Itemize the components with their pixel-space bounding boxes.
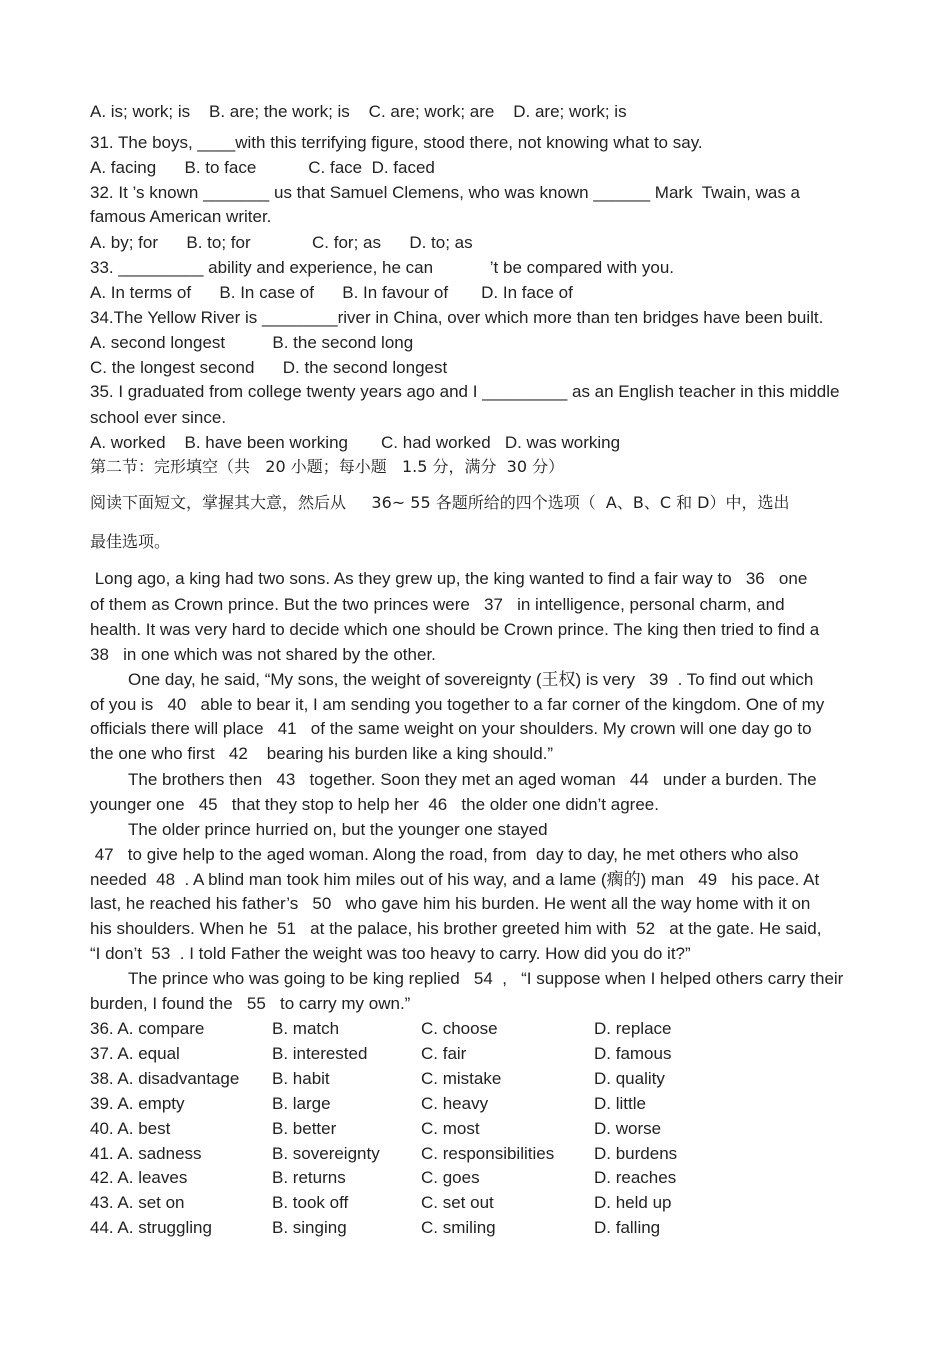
option-question-a: 39. A. empty (90, 1094, 185, 1113)
option-choice: D. reaches (594, 1168, 677, 1187)
option-question-a: 38. A. disadvantage (90, 1069, 240, 1088)
option-choice: B. sovereignty (272, 1144, 380, 1163)
q34-options-cd: C. the longest second D. the second longest (90, 358, 448, 377)
option-choice: D. quality (594, 1069, 665, 1088)
passage-line: 38 in one which was not shared by the other. (90, 645, 436, 664)
passage-line: health. It was very hard to decide which one should be Crown prince. The king then tried to find a (90, 620, 820, 639)
q34-stem: 34.The Yellow River is ________river in China, over which more than ten bridges have been built. (90, 308, 824, 327)
option-choice: B. better (272, 1119, 337, 1138)
option-choice: B. match (272, 1019, 340, 1038)
passage-line: The prince who was going to be king replied 54 , “I suppose when I helped others carry their (128, 969, 844, 988)
option-question-a: 42. A. leaves (90, 1168, 188, 1187)
option-choice: C. fair (421, 1044, 467, 1063)
option-choice: B. took off (272, 1193, 349, 1212)
option-choice: C. set out (421, 1193, 494, 1212)
option-choice: D. replace (594, 1019, 672, 1038)
option-choice: B. returns (272, 1168, 346, 1187)
q32-stem-cont: famous American writer. (90, 207, 272, 226)
q32-options: A. by; for B. to; for C. for; as D. to; as (90, 233, 473, 252)
q35-options: A. worked B. have been working C. had worked D. was working (90, 433, 621, 452)
passage-line: 47 to give help to the aged woman. Along the road, from day to day, he met others who also (90, 845, 799, 864)
passage-line: officials there will place 41 of the same weight on your shoulders. My crown will one day go to (90, 719, 812, 738)
q35-stem: 35. I graduated from college twenty years ago and I _________ as an English teacher in this middle (90, 382, 840, 401)
option-question-a: 40. A. best (90, 1119, 171, 1138)
q34-options-ab: A. second longest B. the second long (90, 333, 414, 352)
option-question-a: 43. A. set on (90, 1193, 185, 1212)
q33-options: A. In terms of B. In case of B. In favour of D. In face of (90, 283, 573, 302)
q30-options: A. is; work; is B. are; the work; is C. are; work; are D. are; work; is (90, 102, 627, 121)
passage-line: of you is 40 able to bear it, I am sending you together to a far corner of the kingdom. One of my (90, 695, 825, 714)
section-instruction-cont: 最佳选项。 (90, 532, 171, 551)
passage-line: of them as Crown prince. But the two princes were 37 in intelligence, personal charm, and (90, 595, 785, 614)
option-choice: B. interested (272, 1044, 368, 1063)
option-choice: D. falling (594, 1218, 661, 1237)
option-choice: C. choose (421, 1019, 498, 1038)
option-choice: D. famous (594, 1044, 672, 1063)
passage-line: younger one 45 that they stop to help her 46 the older one didn’t agree. (90, 795, 659, 814)
option-choice: D. burdens (594, 1144, 678, 1163)
option-choice: C. mistake (421, 1069, 502, 1088)
passage-line: The older prince hurried on, but the younger one stayed (128, 820, 548, 839)
option-choice: B. large (272, 1094, 331, 1113)
option-question-a: 36. A. compare (90, 1019, 205, 1038)
option-question-a: 41. A. sadness (90, 1144, 202, 1163)
option-choice: D. held up (594, 1193, 672, 1212)
passage-line: needed 48 . A blind man took him miles out of his way, and a lame (瘸的) man 49 his pace. At (90, 870, 820, 889)
section-instruction: 阅读下面短文，掌握其大意，然后从 36~ 55 各题所给的四个选项（ A、B、C 和 D）中，选出 (90, 493, 790, 512)
passage-line: Long ago, a king had two sons. As they grew up, the king wanted to find a fair way to 36 one (90, 569, 808, 588)
option-choice: B. habit (272, 1069, 330, 1088)
option-choice: C. goes (421, 1168, 480, 1187)
q32-stem: 32. It ’s known _______ us that Samuel Clemens, who was known ______ Mark Twain, was a (90, 183, 800, 202)
q35-stem-cont: school ever since. (90, 408, 227, 427)
passage-line: the one who first 42 bearing his burden like a king should.” (90, 744, 554, 763)
passage-line: burden, I found the 55 to carry my own.” (90, 994, 411, 1013)
passage-line: “I don’t 53 . I told Father the weight was too heavy to carry. How did you do it?” (90, 944, 691, 963)
passage-line: One day, he said, “My sons, the weight of sovereignty (王权) is very 39 . To find out which (128, 670, 814, 689)
option-question-a: 44. A. struggling (90, 1218, 212, 1237)
q31-stem: 31. The boys, ____with this terrifying figure, stood there, not knowing what to say. (90, 133, 703, 152)
option-choice: C. heavy (421, 1094, 489, 1113)
option-choice: C. most (421, 1119, 480, 1138)
option-question-a: 37. A. equal (90, 1044, 180, 1063)
section-heading: 第二节：完形填空（共 20 小题；每小题 1.5 分，满分 30 分） (90, 457, 565, 476)
q33-stem: 33. _________ ability and experience, he can ’t be compared with you. (90, 258, 675, 277)
option-choice: D. little (594, 1094, 646, 1113)
passage-line: last, he reached his father’s 50 who gave him his burden. He went all the way home with it on (90, 894, 811, 913)
passage-line: The brothers then 43 together. Soon they met an aged woman 44 under a burden. The (128, 770, 817, 789)
option-choice: D. worse (594, 1119, 662, 1138)
passage-line: his shoulders. When he 51 at the palace, his brother greeted him with 52 at the gate. He said, (90, 919, 822, 938)
option-choice: C. responsibilities (421, 1144, 555, 1163)
q31-options: A. facing B. to face C. face D. faced (90, 158, 435, 177)
option-choice: B. singing (272, 1218, 347, 1237)
option-choice: C. smiling (421, 1218, 496, 1237)
